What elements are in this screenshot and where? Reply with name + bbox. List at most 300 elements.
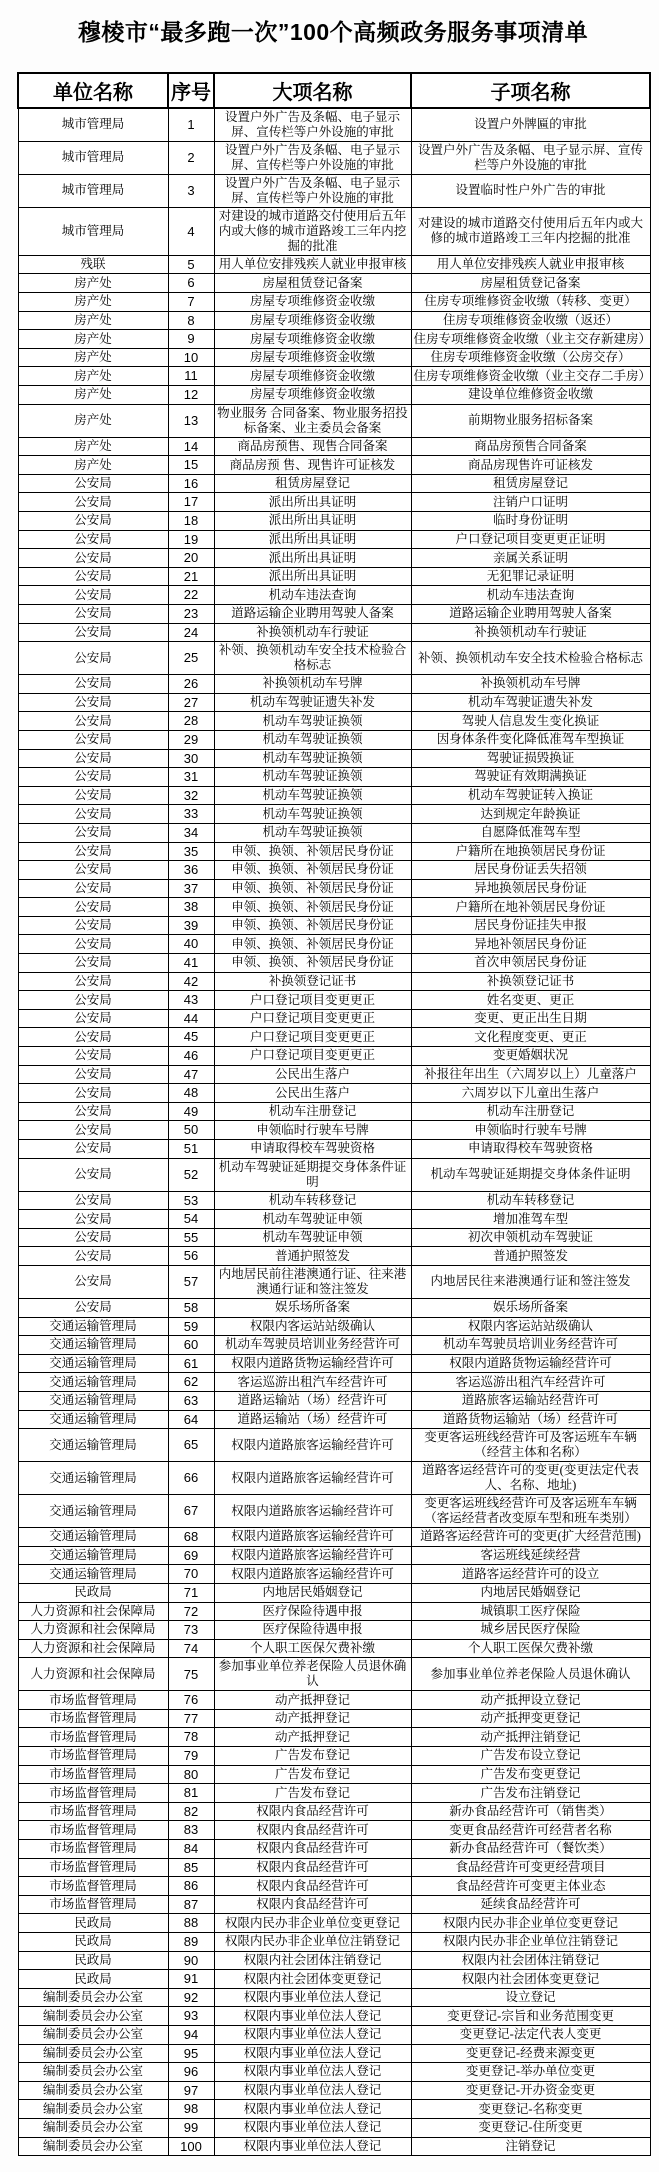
unit-name-cell: 公安局 xyxy=(18,693,168,712)
major-item-cell: 申领、换领、补领居民身份证 xyxy=(214,954,411,973)
major-item-cell: 权限内事业单位法人登记 xyxy=(214,1988,411,2007)
table-row xyxy=(18,1802,650,1821)
major-item-cell: 权限内道路旅客运输经营许可 xyxy=(214,1462,411,1495)
major-item-cell: 权限内事业单位法人登记 xyxy=(214,2025,411,2044)
major-item-cell: 派出所出具证明 xyxy=(214,549,411,568)
major-item-cell: 权限内事业单位法人登记 xyxy=(214,2137,411,2156)
unit-name-cell: 市场监督管理局 xyxy=(18,1728,168,1747)
sub-item-cell: 达到规定年龄换证 xyxy=(411,805,650,824)
sub-item-cell: 变更客运班线经营许可及客运班车车辆（经营主体和名称） xyxy=(411,1429,650,1462)
serial-no-cell: 45 xyxy=(168,1028,214,1047)
major-item-cell: 权限内道路旅客运输经营许可 xyxy=(214,1495,411,1528)
unit-name-cell: 公安局 xyxy=(18,898,168,917)
major-item-cell: 商品房预售、现售合同备案 xyxy=(214,437,411,456)
major-item-cell: 权限内道路旅客运输经营许可 xyxy=(214,1546,411,1565)
major-item-cell: 公民出生落户 xyxy=(214,1065,411,1084)
sub-item-cell: 食品经营许可变更主体业态 xyxy=(411,1877,650,1896)
table-row xyxy=(18,1495,650,1528)
sub-item-cell: 权限内社会团体变更登记 xyxy=(411,1970,650,1989)
serial-no-cell: 39 xyxy=(168,916,214,935)
serial-no-cell: 94 xyxy=(168,2025,214,2044)
table-row xyxy=(18,2044,650,2063)
sub-item-cell: 用人单位安排残疾人就业申报审核 xyxy=(411,255,650,274)
unit-name-cell: 民政局 xyxy=(18,1933,168,1952)
sub-item-cell: 变更登记-法定代表人变更 xyxy=(411,2025,650,2044)
serial-no-cell: 83 xyxy=(168,1821,214,1840)
major-item-cell: 动产抵押登记 xyxy=(214,1709,411,1728)
table-row xyxy=(18,1821,650,1840)
major-item-cell: 道路运输站（场）经营许可 xyxy=(214,1410,411,1429)
unit-name-cell: 交通运输管理局 xyxy=(18,1546,168,1565)
table-row xyxy=(18,693,650,712)
major-item-cell: 医疗保险待遇申报 xyxy=(214,1602,411,1621)
table-row xyxy=(18,1247,650,1266)
serial-no-cell: 49 xyxy=(168,1102,214,1121)
serial-no-cell: 59 xyxy=(168,1317,214,1336)
sub-item-cell: 城镇职工医疗保险 xyxy=(411,1602,650,1621)
sub-item-cell: 文化程度变更、更正 xyxy=(411,1028,650,1047)
major-item-cell: 权限内民办非企业单位变更登记 xyxy=(214,1914,411,1933)
serial-no-cell: 92 xyxy=(168,1988,214,2007)
major-item-cell: 内地居民婚姻登记 xyxy=(214,1583,411,1602)
table-row xyxy=(18,642,650,675)
sub-item-cell: 机动车注册登记 xyxy=(411,1102,650,1121)
serial-no-cell: 64 xyxy=(168,1410,214,1429)
unit-name-cell: 公安局 xyxy=(18,861,168,880)
sub-item-cell: 权限内客运站站级确认 xyxy=(411,1317,650,1336)
sub-item-cell: 广告发布变更登记 xyxy=(411,1765,650,1784)
table-row xyxy=(18,1391,650,1410)
serial-no-cell: 32 xyxy=(168,786,214,805)
serial-no-cell: 95 xyxy=(168,2044,214,2063)
unit-name-cell: 城市管理局 xyxy=(18,108,168,142)
unit-name-cell: 市场监督管理局 xyxy=(18,1895,168,1914)
major-item-cell: 申领、换领、补领居民身份证 xyxy=(214,935,411,954)
sub-item-cell: 机动车驾驶证遗失补发 xyxy=(411,693,650,712)
unit-name-cell: 公安局 xyxy=(18,567,168,586)
unit-name-cell: 公安局 xyxy=(18,549,168,568)
serial-no-cell: 85 xyxy=(168,1858,214,1877)
serial-no-cell: 60 xyxy=(168,1336,214,1355)
unit-name-cell: 公安局 xyxy=(18,1065,168,1084)
sub-item-cell: 机动车转移登记 xyxy=(411,1191,650,1210)
major-item-cell: 权限内社会团体变更登记 xyxy=(214,1970,411,1989)
table-row xyxy=(18,549,650,568)
serial-no-cell: 61 xyxy=(168,1354,214,1373)
serial-no-cell: 42 xyxy=(168,972,214,991)
serial-no-cell: 73 xyxy=(168,1621,214,1640)
sub-item-cell: 商品房预售合同备案 xyxy=(411,437,650,456)
serial-no-cell: 71 xyxy=(168,1583,214,1602)
table-row xyxy=(18,1317,650,1336)
sub-item-cell: 新办食品经营许可（销售类） xyxy=(411,1802,650,1821)
unit-name-cell: 公安局 xyxy=(18,823,168,842)
sub-item-cell: 设置户外广告及条幅、电子显示屏、宣传栏等户外设施的审批 xyxy=(411,141,650,174)
sub-item-cell: 首次申领居民身份证 xyxy=(411,954,650,973)
serial-no-cell: 3 xyxy=(168,174,214,207)
sub-item-cell: 权限内道路货物运输经营许可 xyxy=(411,1354,650,1373)
unit-name-cell: 交通运输管理局 xyxy=(18,1495,168,1528)
table-row xyxy=(18,675,650,694)
sub-item-cell: 娱乐场所备案 xyxy=(411,1298,650,1317)
serial-no-cell: 24 xyxy=(168,623,214,642)
major-item-cell: 机动车注册登记 xyxy=(214,1102,411,1121)
table-row xyxy=(18,1354,650,1373)
sub-item-cell: 机动车驾驶证转入换证 xyxy=(411,786,650,805)
serial-no-cell: 25 xyxy=(168,642,214,675)
table-row xyxy=(18,1228,650,1247)
sub-item-cell: 内地居民往来港澳通行证和签注签发 xyxy=(411,1265,650,1298)
serial-no-cell: 96 xyxy=(168,2063,214,2082)
unit-name-cell: 公安局 xyxy=(18,1265,168,1298)
serial-no-cell: 10 xyxy=(168,348,214,367)
major-item-cell: 权限内道路旅客运输经营许可 xyxy=(214,1528,411,1547)
sub-item-cell: 道路旅客运输站经营许可 xyxy=(411,1391,650,1410)
sub-item-cell: 变更客运班线经营许可及客运班车车辆（客运经营者改变原车型和班车类别） xyxy=(411,1495,650,1528)
serial-no-cell: 84 xyxy=(168,1840,214,1859)
table-row xyxy=(18,1429,650,1462)
sub-item-cell: 设立登记 xyxy=(411,1988,650,2007)
sub-item-cell: 驾驶人信息发生变化换证 xyxy=(411,712,650,731)
table-row xyxy=(18,1877,650,1896)
unit-name-cell: 编制委员会办公室 xyxy=(18,2100,168,2119)
unit-name-cell: 房产处 xyxy=(18,330,168,349)
unit-name-cell: 编制委员会办公室 xyxy=(18,2137,168,2156)
unit-name-cell: 交通运输管理局 xyxy=(18,1528,168,1547)
table-row xyxy=(18,991,650,1010)
major-item-cell: 权限内事业单位法人登记 xyxy=(214,2100,411,2119)
unit-name-cell: 公安局 xyxy=(18,586,168,605)
table-row xyxy=(18,1709,650,1728)
serial-no-cell: 91 xyxy=(168,1970,214,1989)
serial-no-cell: 16 xyxy=(168,474,214,493)
sub-item-cell: 因身体条件变化降低准驾车型换证 xyxy=(411,730,650,749)
sub-item-cell: 变更登记-名称变更 xyxy=(411,2100,650,2119)
sub-item-cell: 普通护照签发 xyxy=(411,1247,650,1266)
sub-item-cell: 补报往年出生（六周岁以上）儿童落户 xyxy=(411,1065,650,1084)
table-row xyxy=(18,1784,650,1803)
serial-no-cell: 44 xyxy=(168,1009,214,1028)
table-row xyxy=(18,1728,650,1747)
table-row xyxy=(18,2118,650,2137)
major-item-cell: 权限内食品经营许可 xyxy=(214,1821,411,1840)
major-item-cell: 机动车驾驶证遗失补发 xyxy=(214,693,411,712)
sub-item-cell: 户籍所在地补领居民身份证 xyxy=(411,898,650,917)
unit-name-cell: 公安局 xyxy=(18,972,168,991)
major-item-cell: 户口登记项目变更更正 xyxy=(214,1028,411,1047)
major-item-cell: 申领、换领、补领居民身份证 xyxy=(214,916,411,935)
serial-no-cell: 74 xyxy=(168,1639,214,1658)
unit-name-cell: 编制委员会办公室 xyxy=(18,2118,168,2137)
unit-name-cell: 公安局 xyxy=(18,712,168,731)
major-item-cell: 权限内道路旅客运输经营许可 xyxy=(214,1565,411,1584)
unit-name-cell: 编制委员会办公室 xyxy=(18,2044,168,2063)
unit-name-cell: 房产处 xyxy=(18,348,168,367)
serial-no-cell: 4 xyxy=(168,207,214,255)
major-item-cell: 机动车驾驶证换领 xyxy=(214,749,411,768)
unit-name-cell: 公安局 xyxy=(18,768,168,787)
unit-name-cell: 公安局 xyxy=(18,879,168,898)
major-item-cell: 派出所出具证明 xyxy=(214,567,411,586)
table-row xyxy=(18,330,650,349)
header-major-item: 大项名称 xyxy=(214,73,411,108)
unit-name-cell: 公安局 xyxy=(18,1191,168,1210)
unit-name-cell: 交通运输管理局 xyxy=(18,1354,168,1373)
unit-name-cell: 市场监督管理局 xyxy=(18,1784,168,1803)
unit-name-cell: 交通运输管理局 xyxy=(18,1336,168,1355)
sub-item-cell: 新办食品经营许可（餐饮类） xyxy=(411,1840,650,1859)
table-row xyxy=(18,367,650,386)
sub-item-cell: 道路客运经营许可的变更(变更法定代表人、名称、地址) xyxy=(411,1462,650,1495)
major-item-cell: 补换领机动车行驶证 xyxy=(214,623,411,642)
serial-no-cell: 90 xyxy=(168,1951,214,1970)
serial-no-cell: 48 xyxy=(168,1084,214,1103)
serial-no-cell: 14 xyxy=(168,437,214,456)
sub-item-cell: 增加准驾车型 xyxy=(411,1210,650,1229)
unit-name-cell: 交通运输管理局 xyxy=(18,1391,168,1410)
table-row xyxy=(18,954,650,973)
serial-no-cell: 9 xyxy=(168,330,214,349)
serial-no-cell: 12 xyxy=(168,386,214,405)
table-row xyxy=(18,1102,650,1121)
table-row xyxy=(18,1265,650,1298)
sub-item-cell: 自愿降低准驾车型 xyxy=(411,823,650,842)
table-row xyxy=(18,623,650,642)
serial-no-cell: 75 xyxy=(168,1658,214,1691)
sub-item-cell: 动产抵押变更登记 xyxy=(411,1709,650,1728)
serial-no-cell: 15 xyxy=(168,456,214,475)
unit-name-cell: 编制委员会办公室 xyxy=(18,1988,168,2007)
serial-no-cell: 13 xyxy=(168,404,214,437)
unit-name-cell: 房产处 xyxy=(18,404,168,437)
table-row xyxy=(18,207,650,255)
table-row xyxy=(18,768,650,787)
serial-no-cell: 53 xyxy=(168,1191,214,1210)
serial-no-cell: 46 xyxy=(168,1047,214,1066)
serial-no-cell: 63 xyxy=(168,1391,214,1410)
unit-name-cell: 公安局 xyxy=(18,916,168,935)
major-item-cell: 广告发布登记 xyxy=(214,1765,411,1784)
major-item-cell: 对建设的城市道路交付使用后五年内或大修的城市道路竣工三年内挖掘的批准 xyxy=(214,207,411,255)
sub-item-cell: 驾驶证损毁换证 xyxy=(411,749,650,768)
sub-item-cell: 住房专项维修资金收缴（业主交存二手房） xyxy=(411,367,650,386)
major-item-cell: 广告发布登记 xyxy=(214,1784,411,1803)
major-item-cell: 房屋专项维修资金收缴 xyxy=(214,367,411,386)
unit-name-cell: 市场监督管理局 xyxy=(18,1765,168,1784)
serial-no-cell: 33 xyxy=(168,805,214,824)
major-item-cell: 申领、换领、补领居民身份证 xyxy=(214,861,411,880)
serial-no-cell: 6 xyxy=(168,274,214,293)
table-row xyxy=(18,879,650,898)
table-row xyxy=(18,2100,650,2119)
table-body xyxy=(18,108,650,2156)
table-row xyxy=(18,1065,650,1084)
table-row xyxy=(18,1747,650,1766)
sub-item-cell: 注销户口证明 xyxy=(411,493,650,512)
unit-name-cell: 人力资源和社会保障局 xyxy=(18,1621,168,1640)
serial-no-cell: 89 xyxy=(168,1933,214,1952)
unit-name-cell: 房产处 xyxy=(18,456,168,475)
major-item-cell: 户口登记项目变更更正 xyxy=(214,1009,411,1028)
table-row xyxy=(18,972,650,991)
major-item-cell: 设置户外广告及条幅、电子显示屏、宣传栏等户外设施的审批 xyxy=(214,108,411,142)
table-row xyxy=(18,916,650,935)
table-row xyxy=(18,1373,650,1392)
table-row xyxy=(18,1658,650,1691)
serial-no-cell: 57 xyxy=(168,1265,214,1298)
sub-item-cell: 房屋租赁登记备案 xyxy=(411,274,650,293)
sub-item-cell: 住房专项维修资金收缴（公房交存） xyxy=(411,348,650,367)
unit-name-cell: 公安局 xyxy=(18,474,168,493)
sub-item-cell: 变更登记-宗旨和业务范围变更 xyxy=(411,2007,650,2026)
table-row xyxy=(18,1565,650,1584)
table-row xyxy=(18,604,650,623)
sub-item-cell: 无犯罪记录证明 xyxy=(411,567,650,586)
table-row xyxy=(18,512,650,531)
major-item-cell: 机动车驾驶证换领 xyxy=(214,768,411,787)
table-row xyxy=(18,1462,650,1495)
serial-no-cell: 2 xyxy=(168,141,214,174)
unit-name-cell: 市场监督管理局 xyxy=(18,1802,168,1821)
header-serial-no: 序号 xyxy=(168,73,214,108)
sub-item-cell: 姓名变更、更正 xyxy=(411,991,650,1010)
sub-item-cell: 居民身份证挂失申报 xyxy=(411,916,650,935)
major-item-cell: 户口登记项目变更更正 xyxy=(214,991,411,1010)
sub-item-cell: 临时身份证明 xyxy=(411,512,650,531)
serial-no-cell: 28 xyxy=(168,712,214,731)
sub-item-cell: 申领临时行驶车号牌 xyxy=(411,1121,650,1140)
unit-name-cell: 市场监督管理局 xyxy=(18,1821,168,1840)
unit-name-cell: 公安局 xyxy=(18,623,168,642)
major-item-cell: 机动车驾驶证申领 xyxy=(214,1228,411,1247)
table-row xyxy=(18,530,650,549)
sub-item-cell: 户口登记项目变更更正证明 xyxy=(411,530,650,549)
sub-item-cell: 权限内社会团体注销登记 xyxy=(411,1951,650,1970)
major-item-cell: 权限内食品经营许可 xyxy=(214,1858,411,1877)
major-item-cell: 房屋专项维修资金收缴 xyxy=(214,348,411,367)
serial-no-cell: 77 xyxy=(168,1709,214,1728)
table-row xyxy=(18,2007,650,2026)
major-item-cell: 房屋专项维修资金收缴 xyxy=(214,386,411,405)
serial-no-cell: 69 xyxy=(168,1546,214,1565)
major-item-cell: 商品房预 售、现售许可证核发 xyxy=(214,456,411,475)
serial-no-cell: 36 xyxy=(168,861,214,880)
unit-name-cell: 市场监督管理局 xyxy=(18,1691,168,1710)
serial-no-cell: 51 xyxy=(168,1140,214,1159)
serial-no-cell: 26 xyxy=(168,675,214,694)
table-row xyxy=(18,935,650,954)
major-item-cell: 租赁房屋登记 xyxy=(214,474,411,493)
unit-name-cell: 公安局 xyxy=(18,642,168,675)
header-sub-item: 子项名称 xyxy=(411,73,650,108)
serial-no-cell: 5 xyxy=(168,255,214,274)
sub-item-cell: 前期物业服务招标备案 xyxy=(411,404,650,437)
sub-item-cell: 客运班线延续经营 xyxy=(411,1546,650,1565)
major-item-cell: 补领、换领机动车安全技术检验合格标志 xyxy=(214,642,411,675)
serial-no-cell: 22 xyxy=(168,586,214,605)
sub-item-cell: 客运巡游出租汽车经营许可 xyxy=(411,1373,650,1392)
sub-item-cell: 异地补领居民身份证 xyxy=(411,935,650,954)
unit-name-cell: 房产处 xyxy=(18,386,168,405)
serial-no-cell: 98 xyxy=(168,2100,214,2119)
major-item-cell: 户口登记项目变更更正 xyxy=(214,1047,411,1066)
serial-no-cell: 78 xyxy=(168,1728,214,1747)
table-row xyxy=(18,730,650,749)
services-table xyxy=(17,72,651,2156)
unit-name-cell: 城市管理局 xyxy=(18,207,168,255)
table-row xyxy=(18,1546,650,1565)
major-item-cell: 权限内事业单位法人登记 xyxy=(214,2063,411,2082)
sub-item-cell: 补换领机动车号牌 xyxy=(411,675,650,694)
unit-name-cell: 公安局 xyxy=(18,749,168,768)
sub-item-cell: 广告发布注销登记 xyxy=(411,1784,650,1803)
major-item-cell: 娱乐场所备案 xyxy=(214,1298,411,1317)
serial-no-cell: 41 xyxy=(168,954,214,973)
table-row xyxy=(18,898,650,917)
sub-item-cell: 申请取得校车驾驶资格 xyxy=(411,1140,650,1159)
table-row xyxy=(18,749,650,768)
sub-item-cell: 亲属关系证明 xyxy=(411,549,650,568)
major-item-cell: 权限内事业单位法人登记 xyxy=(214,2081,411,2100)
sub-item-cell: 内地居民婚姻登记 xyxy=(411,1583,650,1602)
table-row xyxy=(18,1028,650,1047)
sub-item-cell: 动产抵押设立登记 xyxy=(411,1691,650,1710)
serial-no-cell: 11 xyxy=(168,367,214,386)
unit-name-cell: 交通运输管理局 xyxy=(18,1462,168,1495)
major-item-cell: 普通护照签发 xyxy=(214,1247,411,1266)
sub-item-cell: 异地换领居民身份证 xyxy=(411,879,650,898)
serial-no-cell: 67 xyxy=(168,1495,214,1528)
unit-name-cell: 房产处 xyxy=(18,437,168,456)
major-item-cell: 道路运输站（场）经营许可 xyxy=(214,1391,411,1410)
table-row xyxy=(18,1895,650,1914)
unit-name-cell: 民政局 xyxy=(18,1583,168,1602)
serial-no-cell: 50 xyxy=(168,1121,214,1140)
sub-item-cell: 户籍所在地换领居民身份证 xyxy=(411,842,650,861)
sub-item-cell: 对建设的城市道路交付使用后五年内或大修的城市道路竣工三年内挖掘的批准 xyxy=(411,207,650,255)
serial-no-cell: 66 xyxy=(168,1462,214,1495)
serial-no-cell: 20 xyxy=(168,549,214,568)
unit-name-cell: 民政局 xyxy=(18,1951,168,1970)
unit-name-cell: 公安局 xyxy=(18,675,168,694)
unit-name-cell: 公安局 xyxy=(18,493,168,512)
major-item-cell: 动产抵押登记 xyxy=(214,1691,411,1710)
table-row xyxy=(18,386,650,405)
sub-item-cell: 参加事业单位养老保险人员退休确认 xyxy=(411,1658,650,1691)
serial-no-cell: 87 xyxy=(168,1895,214,1914)
table-row xyxy=(18,567,650,586)
serial-no-cell: 81 xyxy=(168,1784,214,1803)
major-item-cell: 房屋专项维修资金收缴 xyxy=(214,330,411,349)
table-row xyxy=(18,2081,650,2100)
unit-name-cell: 公安局 xyxy=(18,1140,168,1159)
sub-item-cell: 机动车驾驶证延期提交身体条件证明 xyxy=(411,1158,650,1191)
table-row xyxy=(18,1084,650,1103)
unit-name-cell: 交通运输管理局 xyxy=(18,1565,168,1584)
sub-item-cell: 设置临时性户外广告的审批 xyxy=(411,174,650,207)
unit-name-cell: 公安局 xyxy=(18,1158,168,1191)
sub-item-cell: 个人职工医保欠费补缴 xyxy=(411,1639,650,1658)
table-row xyxy=(18,842,650,861)
major-item-cell: 公民出生落户 xyxy=(214,1084,411,1103)
major-item-cell: 房屋专项维修资金收缴 xyxy=(214,311,411,330)
table-row xyxy=(18,1298,650,1317)
table-row xyxy=(18,805,650,824)
sub-item-cell: 城乡居民医疗保险 xyxy=(411,1621,650,1640)
major-item-cell: 权限内社会团体注销登记 xyxy=(214,1951,411,1970)
table-row xyxy=(18,141,650,174)
serial-no-cell: 70 xyxy=(168,1565,214,1584)
